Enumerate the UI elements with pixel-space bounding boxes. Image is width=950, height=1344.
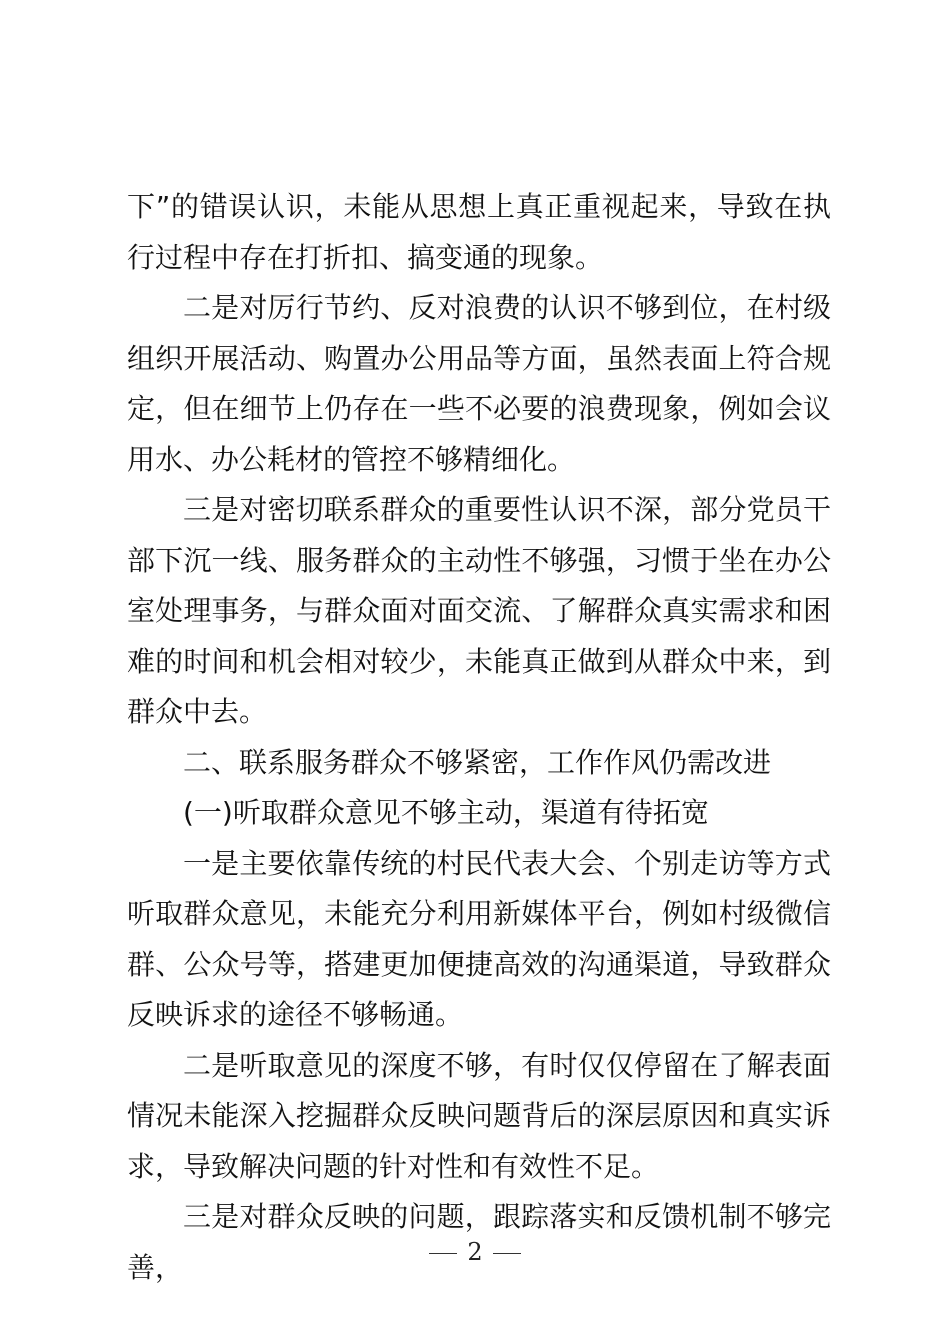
paragraph-3: 三是对密切联系群众的重要性认识不深，部分党员干部下沉一线、服务群众的主动性不够强，习惯于坐在办公室处理事务，与群众面对面交流、了解群众真实需求和困难的时间和机会相对较少，未能真正做到从群众中来，到群众中去。 — [127, 493, 831, 728]
page-number: 2 — [467, 1238, 483, 1266]
document-body — [127, 182, 831, 1293]
page-footer — [0, 1238, 950, 1266]
left-dash-decoration — [429, 1253, 457, 1254]
paragraph-6: 一是主要依靠传统的村民代表大会、个别走访等方式听取群众意见，未能充分利用新媒体平台，例如村级微信群、公众号等，搭建更加便捷高效的沟通渠道，导致群众反映诉求的途径不够畅通。 — [127, 846, 831, 1031]
paragraph-2: 二是对厉行节约、反对浪费的认识不够到位，在村级组织开展活动、购置办公用品等方面，虽然表面上符合规定，但在细节上仍存在一些不必要的浪费现象，例如会议用水、办公耗材的管控不够精细化。 — [127, 291, 831, 476]
right-dash-decoration — [493, 1253, 521, 1254]
section-heading: 二、联系服务群众不够紧密，工作作风仍需改进 — [183, 745, 772, 779]
paragraph-8: 三是对群众反映的问题，跟踪落实和反馈机制不够完善， — [127, 1200, 831, 1284]
subsection-heading: (一)听取群众意见不够主动，渠道有待拓宽 — [183, 796, 709, 829]
paragraph-7: 二是听取意见的深度不够，有时仅仅停留在了解表面情况未能深入挖掘群众反映问题背后的深层原因和真实诉求，导致解决问题的针对性和有效性不足。 — [127, 1048, 831, 1183]
paragraph-1: 下”的错误认识，未能从思想上真正重视起来，导致在执行过程中存在打折扣、搞变通的现象。 — [127, 190, 831, 274]
